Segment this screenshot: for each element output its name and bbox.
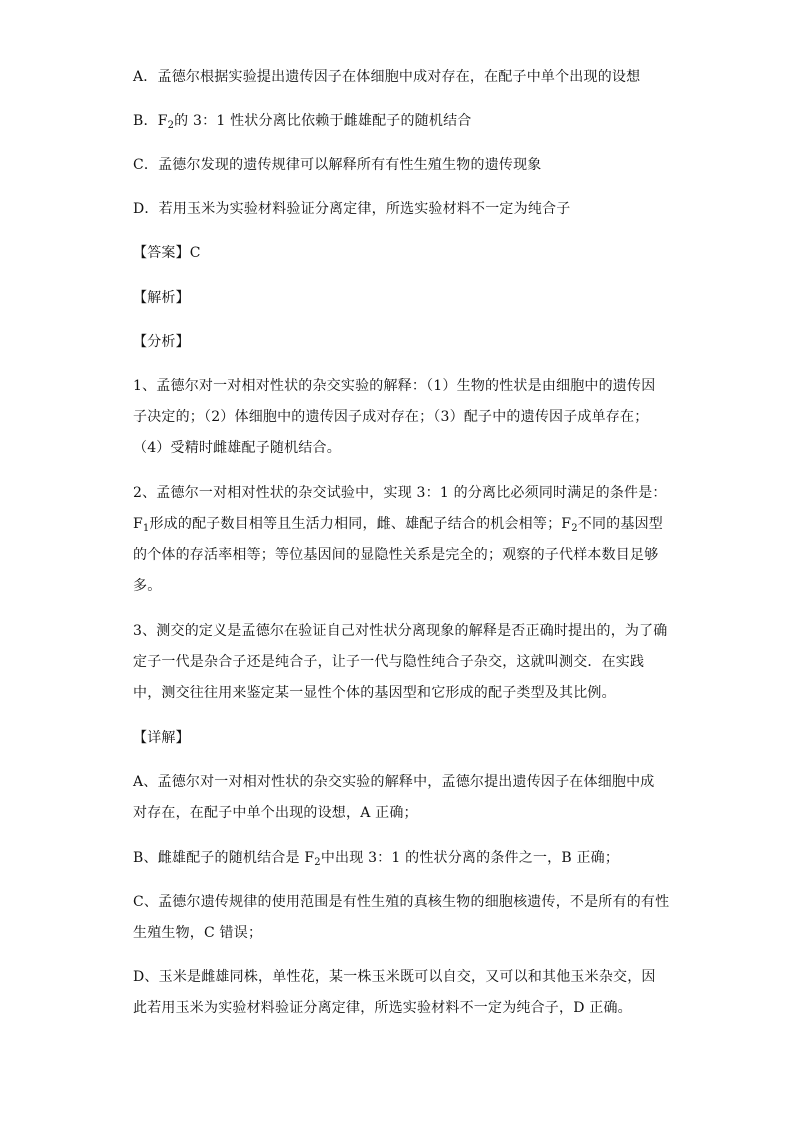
detail-heading: 【详解】 (133, 730, 190, 746)
point-3-line-2: 定子一代是杂合子还是纯合子，让子一代与隐性纯合子杂交，这就叫测交．在实践 (133, 654, 645, 670)
point-1-line-3: （4）受精时雌雄配子随机结合。 (133, 440, 341, 456)
detail-d-line-2: 此若用玉米为实验材料验证分离定律，所选实验材料不一定为纯合子，D 正确。 (133, 1000, 632, 1016)
detail-b (133, 847, 663, 869)
option-b (133, 110, 663, 132)
option-c: C．孟德尔发现的遗传规律可以解释所有有性生殖生物的遗传现象 (133, 157, 542, 173)
point-2-line-1: 2、孟德尔一对相对性状的杂交试验中，实现 3：1 的分离比必须同时满足的条件是： (133, 485, 667, 501)
point-2-line-4: 多。 (133, 578, 162, 594)
point-1-line-1: 1、孟德尔对一对相对性状的杂交实验的解释：（1）生物的性状是由细胞中的遗传因 (133, 378, 656, 394)
point-2-f1: F (133, 516, 143, 532)
detail-a-line-1: A、孟德尔对一对相对性状的杂交实验的解释中，孟德尔提出遗传因子在体细胞中成 (133, 774, 655, 790)
detail-c-line-1: C、孟德尔遗传规律的使用范围是有性生殖的真核生物的细胞核遗传，不是所有的有性 (133, 894, 670, 910)
point-3-line-3: 中，测交往往用来鉴定某一显性个体的基因型和它形成的配子类型及其比例。 (133, 685, 616, 701)
point-3-line-1: 3、测交的定义是孟德尔在验证自己对性状分离现象的解释是否正确时提出的，为了确 (133, 623, 668, 639)
point-2-line-2 (133, 513, 663, 535)
point-2-line-2-end: 不同的基因型 (577, 516, 663, 532)
detail-b-start: B、雌雄配子的随机结合是 F (133, 850, 315, 866)
point-2-line-2-mid: 形成的配子数目相等且生活力相同，雌、雄配子结合的机会相等；F (149, 516, 572, 532)
detail-d-line-1: D、玉米是雌雄同株，单性花，某一株玉米既可以自交，又可以和其他玉米杂交，因 (133, 969, 656, 985)
analysis-heading: 【解析】 (133, 290, 190, 306)
option-b-subscript: 2 (167, 120, 175, 131)
option-a: A．孟德尔根据实验提出遗传因子在体细胞中成对存在，在配子中单个出现的设想 (133, 69, 641, 85)
detail-b-subscript: 2 (314, 857, 321, 868)
option-b-prefix: B．F (133, 113, 168, 129)
answer-line: 【答案】C (133, 245, 201, 261)
point-2-f2-subscript: 2 (571, 523, 578, 534)
option-d: D．若用玉米为实验材料验证分离定律，所选实验材料不一定为纯合子 (133, 201, 571, 217)
point-2-line-3: 的个体的存活率相等；等位基因间的显隐性关系是完全的；观察的子代样本数目足够 (133, 547, 659, 563)
point-2-f1-subscript: 1 (142, 523, 150, 534)
point-1-line-2: 子决定的；（2）体细胞中的遗传因子成对存在；（3）配子中的遗传因子成单存在； (133, 409, 649, 425)
fenxi-heading: 【分析】 (133, 334, 190, 350)
detail-b-end: 中出现 3：1 的性状分离的条件之一，B 正确； (320, 850, 620, 866)
detail-a-line-2: 对存在，在配子中单个出现的设想，A 正确； (133, 805, 418, 821)
option-b-suffix: 的 3：1 性状分离比依赖于雌雄配子的随机结合 (174, 113, 472, 129)
detail-c-line-2: 生殖生物，C 错误； (133, 925, 263, 941)
